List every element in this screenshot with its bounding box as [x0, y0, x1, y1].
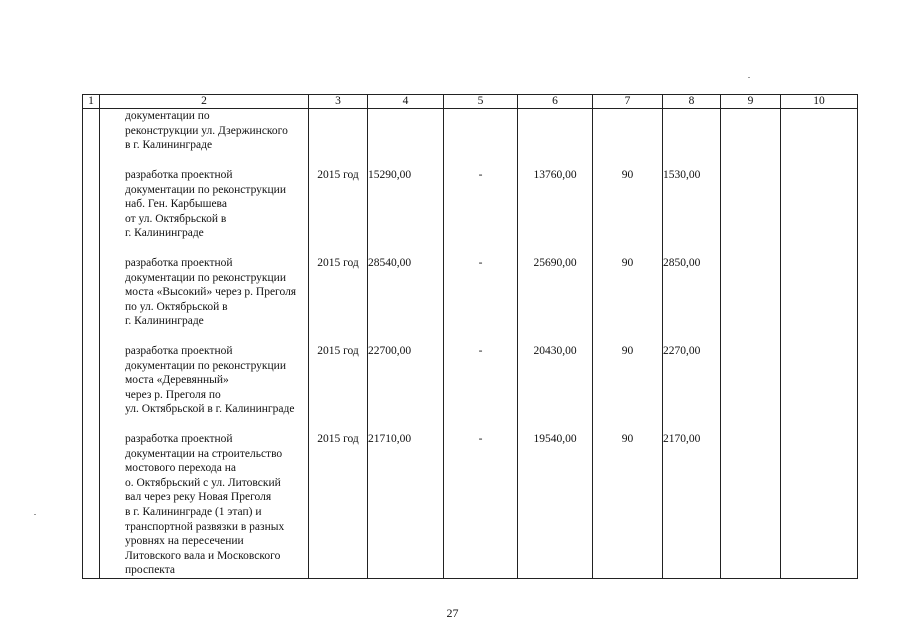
cell-col9	[721, 432, 781, 579]
cell-col5: -	[444, 344, 518, 432]
table-row	[83, 344, 858, 432]
cell-description-wrap	[100, 168, 309, 256]
cell-col9	[721, 344, 781, 432]
cell-col9	[721, 256, 781, 344]
cell-col9	[721, 109, 781, 169]
cell-col5: -	[444, 168, 518, 256]
page-number: 27	[446, 606, 459, 620]
cell-description: разработка проектной документации на строительство мостового перехода на о. Октябрьский с ул. Литовский вал через реку Новая Преголя в г. Калининграде (1 этап) и транспортной развязки в разных уровнях на пересечении Литовского вала и Московского проспекта	[125, 433, 285, 577]
cell-col7: 90	[593, 168, 663, 256]
cell-col9	[721, 168, 781, 256]
cell-index	[83, 344, 100, 432]
cell-col10	[781, 109, 858, 169]
cell-col4: 21710,00	[368, 432, 444, 579]
cell-col5	[444, 109, 518, 169]
cell-index	[83, 168, 100, 256]
cell-col6	[518, 109, 593, 169]
cell-description-wrap	[100, 344, 309, 432]
header-col-1: 1	[83, 95, 100, 109]
cell-col8	[663, 109, 721, 169]
cell-col8: 1530,00	[663, 168, 721, 256]
cell-col4: 15290,00	[368, 168, 444, 256]
header-col-3: 3	[309, 95, 368, 109]
cell-col10	[781, 344, 858, 432]
cell-col5: -	[444, 432, 518, 579]
header-col-9: 9	[721, 95, 781, 109]
cell-description-wrap	[100, 109, 309, 169]
cell-description: разработка проектной документации по реконструкции наб. Ген. Карбышева от ул. Октябрьской в г. Калининграде	[125, 169, 286, 240]
cell-index	[83, 256, 100, 344]
table-row	[83, 109, 858, 169]
cell-col6: 25690,00	[518, 256, 593, 344]
cell-col7: 90	[593, 256, 663, 344]
cell-year: 2015 год	[309, 168, 368, 256]
header-col-7: 7	[593, 95, 663, 109]
header-col-10: 10	[781, 95, 858, 109]
cell-col10	[781, 168, 858, 256]
cell-year: 2015 год	[309, 432, 368, 579]
cell-col8: 2270,00	[663, 344, 721, 432]
cell-col4: 28540,00	[368, 256, 444, 344]
scan-speck	[748, 77, 750, 78]
cell-index	[83, 109, 100, 169]
cell-description-wrap	[100, 432, 309, 579]
header-col-8: 8	[663, 95, 721, 109]
budget-table	[82, 94, 858, 579]
cell-col7	[593, 109, 663, 169]
scan-speck	[34, 514, 36, 515]
table-row	[83, 256, 858, 344]
cell-year	[309, 109, 368, 169]
cell-col8: 2170,00	[663, 432, 721, 579]
cell-description-wrap	[100, 256, 309, 344]
cell-col5: -	[444, 256, 518, 344]
cell-description: разработка проектной документации по реконструкции моста «Высокий» через р. Преголя по ул. Октябрьской в г. Калининграде	[125, 257, 297, 328]
cell-year: 2015 год	[309, 344, 368, 432]
cell-col10	[781, 256, 858, 344]
header-col-5: 5	[444, 95, 518, 109]
cell-col6: 19540,00	[518, 432, 593, 579]
cell-description: документации по реконструкции ул. Дзержинского в г. Калининграде	[125, 110, 288, 152]
header-col-4: 4	[368, 95, 444, 109]
cell-description: разработка проектной документации по реконструкции моста «Деревянный» через р. Преголя по ул. Октябрьской в г. Калининграде	[125, 345, 295, 416]
cell-col7: 90	[593, 344, 663, 432]
table-row	[83, 432, 858, 579]
cell-col10	[781, 432, 858, 579]
header-col-2: 2	[100, 95, 309, 109]
cell-col6: 20430,00	[518, 344, 593, 432]
cell-col8: 2850,00	[663, 256, 721, 344]
cell-col6: 13760,00	[518, 168, 593, 256]
header-col-6: 6	[518, 95, 593, 109]
header-row	[83, 95, 858, 109]
table-row	[83, 168, 858, 256]
cell-col4	[368, 109, 444, 169]
cell-year: 2015 год	[309, 256, 368, 344]
cell-index	[83, 432, 100, 579]
cell-col4: 22700,00	[368, 344, 444, 432]
cell-col7: 90	[593, 432, 663, 579]
